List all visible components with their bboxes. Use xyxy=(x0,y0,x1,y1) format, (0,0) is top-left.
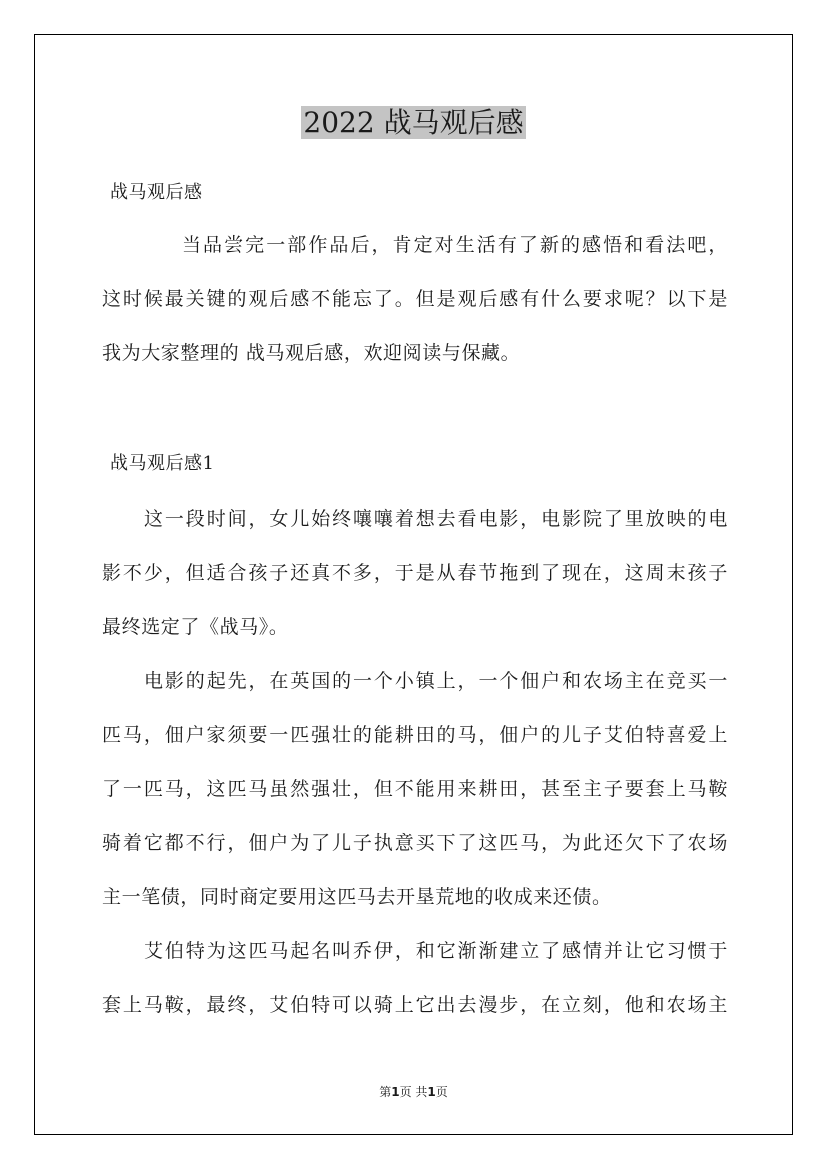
paragraph-line: 这一段时间，女儿始终嚷嚷着想去看电影，电影院了里放映的电 xyxy=(144,508,728,530)
footer-page-number: 1 xyxy=(391,1085,400,1099)
paragraph-line: 主一笔债，同时商定要用这匹马去开垦荒地的收成来还债。 xyxy=(102,886,612,908)
intro-heading: 战马观后感 xyxy=(110,182,203,203)
page-footer xyxy=(0,1083,827,1101)
section1-paragraph-1 xyxy=(102,492,728,654)
paragraph-line: 影不少，但适合孩子还真不多，于是从春节拖到了现在，这周末孩子 xyxy=(102,562,728,584)
footer-suffix: 页 xyxy=(435,1085,448,1099)
paragraph-line: 匹马，佃户家须要一匹强壮的能耕田的马，佃户的儿子艾伯特喜爱上 xyxy=(102,724,728,746)
document-title-text: 2022 战马观后感 xyxy=(303,106,524,139)
document-title xyxy=(0,104,827,142)
paragraph-line: 电影的起先，在英国的一个小镇上，一个佃户和农场主在竞买一 xyxy=(144,670,728,692)
paragraph-line: 艾伯特为这匹马起名叫乔伊，和它渐渐建立了感情并让它习惯于 xyxy=(144,940,728,962)
section1-paragraph-3 xyxy=(102,924,728,1032)
intro-line: 这时候最关键的观后感不能忘了。但是观后感有什么要求呢？以下是 xyxy=(102,288,728,310)
section1-paragraph-2 xyxy=(102,654,728,924)
paragraph-line: 骑着它都不行，佃户为了儿子执意买下了这匹马，为此还欠下了农场 xyxy=(102,832,728,854)
intro-paragraph xyxy=(102,218,728,380)
footer-total-pages: 1 xyxy=(427,1085,436,1099)
paragraph-line: 了一匹马，这匹马虽然强壮，但不能用来耕田，甚至主子要套上马鞍 xyxy=(102,778,728,800)
intro-line: 我为大家整理的 战马观后感，欢迎阅读与保藏。 xyxy=(102,342,521,364)
paragraph-line: 套上马鞍，最终，艾伯特可以骑上它出去漫步，在立刻，他和农场主 xyxy=(102,994,728,1016)
footer-prefix: 第 xyxy=(379,1085,392,1099)
section1-heading: 战马观后感1 xyxy=(110,453,215,474)
intro-line: 当品尝完一部作品后，肯定对生活有了新的感悟和看法吧， xyxy=(182,234,728,256)
paragraph-line: 最终选定了《战马》。 xyxy=(102,616,289,638)
footer-mid: 页 共 xyxy=(399,1085,428,1099)
